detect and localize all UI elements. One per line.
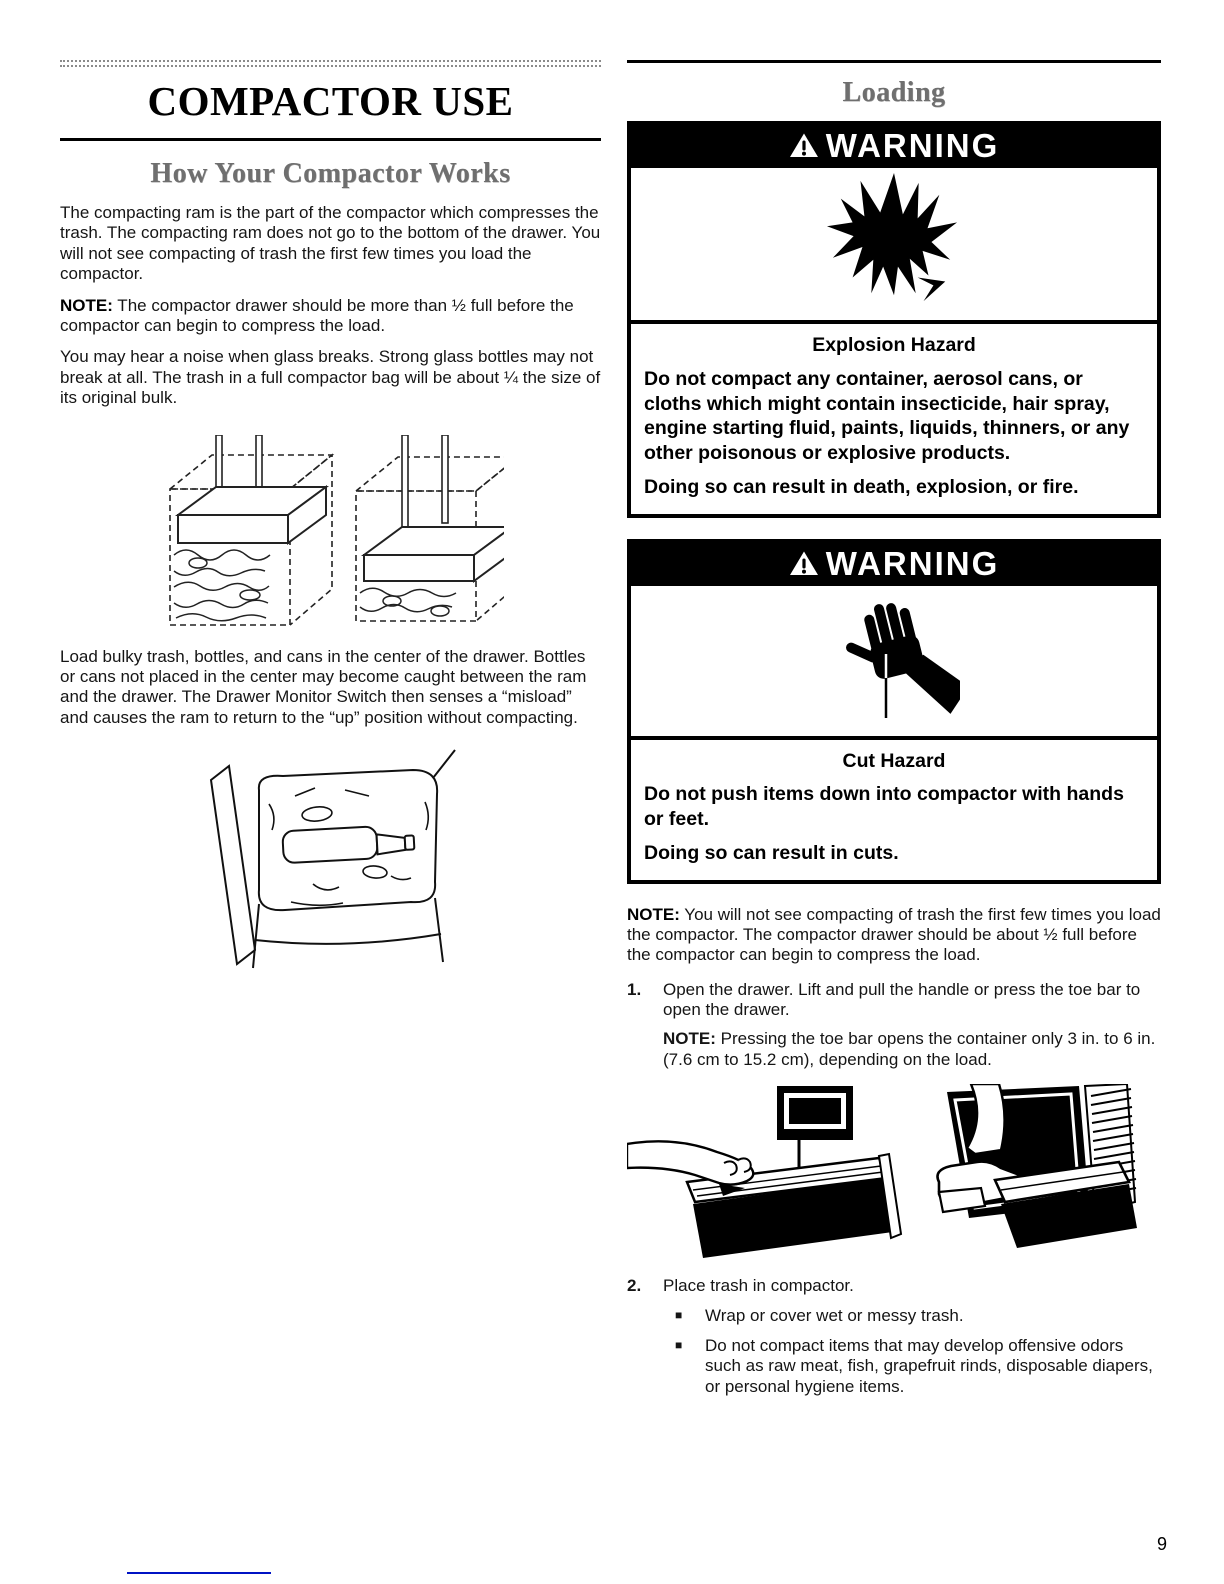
square-bullet-icon: ■	[675, 1307, 683, 1322]
warning-box-cut	[627, 539, 1161, 884]
section-heading-how-works: How Your Compactor Works	[150, 158, 511, 190]
warning-body	[631, 324, 1157, 514]
note-paragraph	[627, 905, 1161, 966]
step-body	[663, 1276, 1161, 1407]
loading-steps	[627, 980, 1161, 1408]
square-bullet-icon: ■	[675, 1338, 683, 1353]
bullet-text: Wrap or cover wet or messy trash.	[705, 1305, 964, 1325]
drawer-top-view-illustration	[60, 744, 601, 972]
open-drawer-illustration	[627, 1084, 1161, 1266]
warning-header-label: WARNING	[825, 127, 1000, 164]
page-number: 9	[1157, 1534, 1168, 1554]
bullet-item	[675, 1336, 1161, 1397]
step-number: 2.	[627, 1276, 642, 1296]
bullet-item	[675, 1306, 1161, 1326]
warning-header-label: WARNING	[825, 544, 1000, 582]
hazard-title: Cut Hazard	[842, 749, 946, 772]
step-text: Open the drawer. Lift and pull the handle or press the toe bar to open the drawer.	[663, 979, 1141, 1020]
column-top-divider	[627, 60, 1161, 63]
note-label: NOTE:	[663, 1029, 716, 1049]
hazard-consequence: Doing so can result in cuts.	[644, 841, 899, 864]
title-divider	[60, 138, 601, 141]
hand-cut-icon	[828, 594, 960, 728]
warning-box-explosion	[627, 121, 1161, 518]
right-column	[627, 60, 1161, 1417]
note-text: You will not see compacting of trash the first few times you load the compactor. The compactor drawer should be about ½ full before the compactor can begin to compress the load.	[627, 904, 1161, 965]
foot-pressing-toebar	[938, 1084, 1138, 1248]
page-title: COMPACTOR USE	[147, 78, 514, 124]
hazard-instruction: Do not push items down into compactor with hands or feet.	[644, 783, 1124, 830]
cut-hand-icon-area	[631, 586, 1157, 740]
section-heading-loading: Loading	[842, 77, 946, 108]
hazard-title: Explosion Hazard	[812, 334, 976, 356]
hazard-instruction: Do not compact any container, aerosol cans, or cloths which might contain insecticide, hair spray, engine starting fluid, paints, liquids, thinners, or any other poisonous or explosive products.	[644, 367, 1130, 464]
explosion-icon-area	[631, 168, 1157, 324]
note-text: The compactor drawer should be more than ½ full before the compactor can begin to compress the load.	[60, 295, 574, 335]
warning-triangle-icon	[789, 550, 819, 577]
bullet-text: Do not compact items that may develop offensive odors such as raw meat, fish, grapefruit rinds, disposable diapers, or personal hygiene items.	[705, 1336, 1153, 1396]
warning-triangle-icon	[789, 132, 819, 159]
hand-pulling-handle	[627, 1086, 901, 1258]
handle-and-toebar-svg	[627, 1084, 1149, 1266]
blue-underline-mark	[127, 1572, 271, 1574]
note-paragraph	[60, 296, 601, 337]
paragraph: The compacting ram is the part of the compactor which compresses the trash. The compacting ram does not go to the bottom of the drawer. You will not see compacting of trash the first few times you load the compactor.	[60, 203, 601, 284]
step-text: Place trash in compactor.	[663, 1276, 854, 1296]
note-label: NOTE:	[60, 295, 113, 315]
left-column	[60, 60, 601, 972]
warning-header	[631, 125, 1157, 168]
hatched-divider	[60, 60, 601, 67]
step-1	[627, 980, 1161, 1071]
step-note	[663, 1029, 1161, 1070]
hazard-consequence: Doing so can result in death, explosion, or fire.	[644, 475, 1079, 498]
paragraph: You may hear a noise when glass breaks. Strong glass bottles may not break at all. The trash in a full compactor bag will be about ¼ the size of its original bulk.	[60, 347, 601, 408]
paragraph: Load bulky trash, bottles, and cans in the center of the drawer. Bottles or cans not placed in the center may become caught between the ram and the drawer. The Drawer Monitor Switch then senses a “misload” and causes the ram to return to the “up” position without compacting.	[60, 646, 587, 727]
compacting-ram-diagram-svg	[158, 435, 504, 633]
warning-header	[631, 543, 1157, 586]
note-label: NOTE:	[627, 904, 680, 924]
ram-illustration	[60, 435, 601, 633]
step-2	[627, 1276, 1161, 1407]
step-bullets	[675, 1306, 1161, 1398]
explosion-icon	[825, 171, 963, 317]
warning-body	[631, 740, 1157, 880]
open-drawer-trash-svg	[195, 744, 467, 972]
note-text: Pressing the toe bar opens the container only 3 in. to 6 in. (7.6 cm to 15.2 cm), depending on the load.	[663, 1029, 1156, 1069]
step-body	[663, 980, 1161, 1071]
step-number: 1.	[627, 979, 642, 999]
